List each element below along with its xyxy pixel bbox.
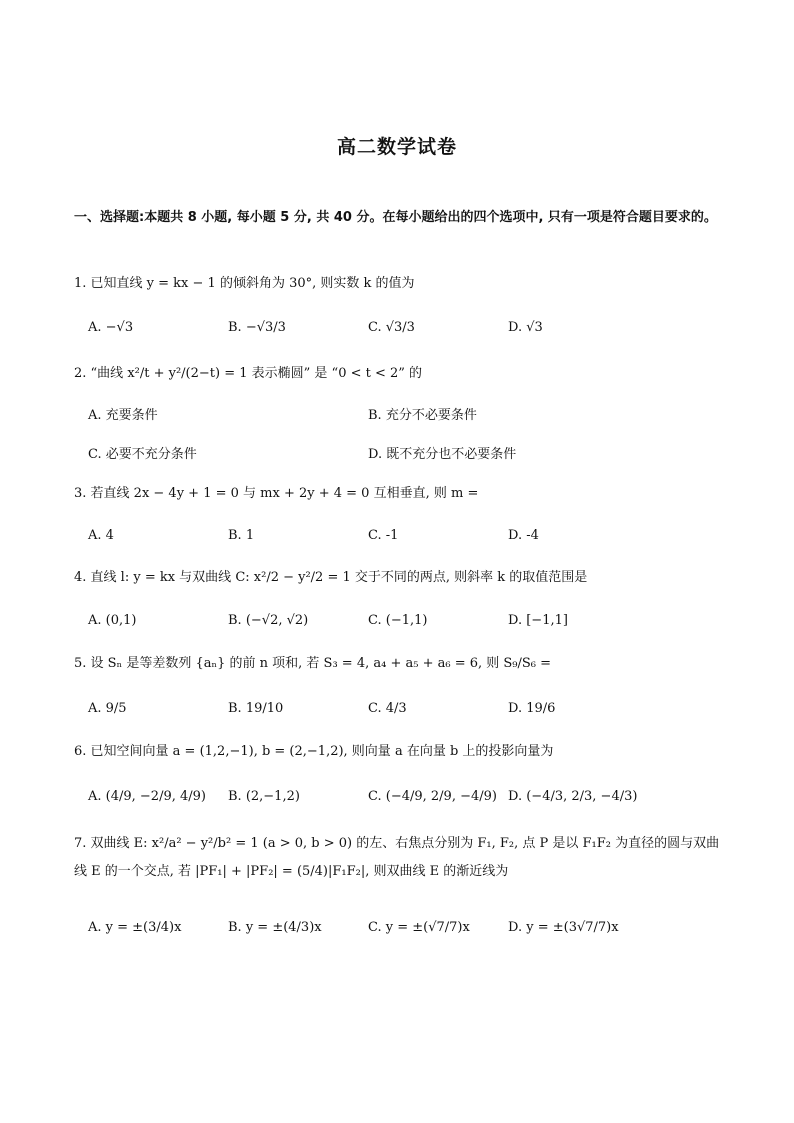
question-1-option-a: A. −√3: [88, 320, 134, 335]
question-1-options: [88, 316, 708, 340]
question-5-option-a: A. 9/5: [88, 701, 127, 716]
question-4-option-d: D. [−1,1]: [508, 613, 568, 628]
question-7-option-d: D. y = ±(3√7/7)x: [508, 920, 619, 935]
question-4-stem: 4. 直线 l: y = kx 与双曲线 C: x²/2 − y²/2 = 1 交于不同的两点, 则斜率 k 的取值范围是: [74, 570, 588, 585]
question-5-options: [88, 697, 708, 721]
question-4-options: [88, 609, 708, 633]
page-title: 高二数学试卷: [336, 136, 457, 158]
question-1-option-d: D. √3: [508, 320, 543, 335]
section-heading: 一、选择题:本题共 8 小题, 每小题 5 分, 共 40 分。在每小题给出的四个选项中, 只有一项是符合题目要求的。: [74, 210, 717, 225]
question-7-stem: 7. 双曲线 E: x²/a² − y²/b² = 1 (a > 0, b > 0) 的左、右焦点分别为 F₁, F₂, 点 P 是以 F₁F₂ 为直径的圆与双曲线 E 的一个交点, 若 |PF₁| + |PF₂| = (5/4)|F₁F₂|, 则双曲线 E 的渐近线为: [74, 836, 720, 879]
question-3-option-c: C. -1: [368, 528, 399, 543]
question-4-option-a: A. (0,1): [88, 613, 137, 628]
question-3-options: [88, 524, 708, 548]
question-2-options-row-1: [88, 404, 708, 428]
question-2-option-a: A. 充要条件: [88, 408, 158, 423]
question-5-option-d: D. 19/6: [508, 701, 556, 716]
question-6-option-c: C. (−4/9, 2/9, −4/9): [368, 789, 497, 804]
question-6-option-a: A. (4/9, −2/9, 4/9): [88, 789, 206, 804]
question-5-option-b: B. 19/10: [228, 701, 284, 716]
question-4-option-b: B. (−√2, √2): [228, 613, 309, 628]
question-1-option-b: B. −√3/3: [228, 320, 286, 335]
question-2-stem: 2. “曲线 x²/t + y²/(2−t) = 1 表示椭圆” 是 “0 < t < 2” 的: [74, 366, 423, 381]
question-5-stem: 5. 设 Sₙ 是等差数列 {aₙ} 的前 n 项和, 若 S₃ = 4, a₄ + a₅ + a₆ = 6, 则 S₉/S₆ =: [74, 656, 552, 671]
question-6-option-b: B. (2,−1,2): [228, 789, 300, 804]
question-7-option-c: C. y = ±(√7/7)x: [368, 920, 470, 935]
question-2-option-b: B. 充分不必要条件: [368, 408, 477, 423]
question-1-stem: 1. 已知直线 y = kx − 1 的倾斜角为 30°, 则实数 k 的值为: [74, 276, 415, 291]
question-6-option-d: D. (−4/3, 2/3, −4/3): [508, 789, 638, 804]
question-1-option-c: C. √3/3: [368, 320, 415, 335]
question-6-options: [88, 785, 708, 809]
question-4-option-c: C. (−1,1): [368, 613, 428, 628]
question-7-options: [88, 916, 708, 940]
question-7-option-a: A. y = ±(3/4)x: [88, 920, 182, 935]
question-3-option-a: A. 4: [88, 528, 114, 543]
question-6-stem: 6. 已知空间向量 a = (1,2,−1), b = (2,−1,2), 则向量 a 在向量 b 上的投影向量为: [74, 744, 554, 759]
question-2-option-d: D. 既不充分也不必要条件: [368, 447, 517, 462]
question-2-options-row-2: [88, 443, 708, 467]
question-7-option-b: B. y = ±(4/3)x: [228, 920, 322, 935]
question-3-option-b: B. 1: [228, 528, 255, 543]
question-5-option-c: C. 4/3: [368, 701, 407, 716]
question-2-option-c: C. 必要不充分条件: [88, 447, 197, 462]
question-3-stem: 3. 若直线 2x − 4y + 1 = 0 与 mx + 2y + 4 = 0 互相垂直, 则 m =: [74, 486, 479, 501]
question-3-option-d: D. -4: [508, 528, 539, 543]
